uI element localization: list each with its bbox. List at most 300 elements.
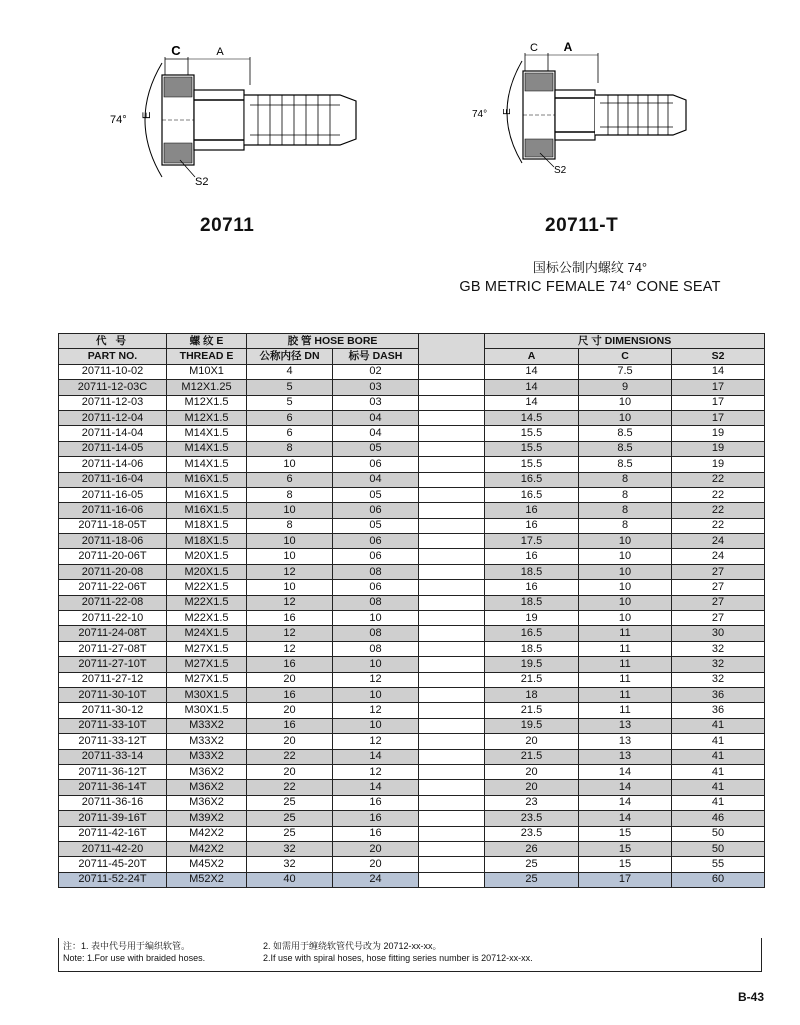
table-row bbox=[59, 580, 765, 595]
table-row bbox=[59, 487, 765, 502]
table-cell-spacer bbox=[419, 595, 485, 610]
table-cell-dn: 10 bbox=[247, 503, 333, 518]
table-cell-spacer bbox=[419, 872, 485, 887]
table-cell-dn: 10 bbox=[247, 580, 333, 595]
table-cell-s2: 27 bbox=[672, 611, 765, 626]
table-cell-dash: 08 bbox=[333, 564, 419, 579]
table-cell-spacer bbox=[419, 657, 485, 672]
table-cell-spacer bbox=[419, 426, 485, 441]
table-cell-s2: 41 bbox=[672, 795, 765, 810]
table-cell-s2: 24 bbox=[672, 534, 765, 549]
table-cell-spacer bbox=[419, 857, 485, 872]
table-cell-spacer bbox=[419, 641, 485, 656]
table-cell-dash: 05 bbox=[333, 441, 419, 456]
table-cell-s2: 19 bbox=[672, 426, 765, 441]
table-cell-s2: 32 bbox=[672, 641, 765, 656]
table-cell-spacer bbox=[419, 703, 485, 718]
table-cell-c: 15 bbox=[579, 841, 672, 856]
table-cell-dn: 6 bbox=[247, 426, 333, 441]
table-cell-c: 10 bbox=[579, 580, 672, 595]
table-cell-spacer bbox=[419, 734, 485, 749]
table-cell-spacer bbox=[419, 811, 485, 826]
table-cell-dash: 02 bbox=[333, 364, 419, 379]
table-cell-dn: 22 bbox=[247, 780, 333, 795]
table-cell-thread: M14X1.5 bbox=[167, 441, 247, 456]
table-cell-dash: 06 bbox=[333, 580, 419, 595]
model-label-20711-t: 20711-T bbox=[545, 215, 619, 236]
table-cell-spacer bbox=[419, 764, 485, 779]
table-cell-s2: 22 bbox=[672, 503, 765, 518]
table-row bbox=[59, 472, 765, 487]
table-cell-s2: 46 bbox=[672, 811, 765, 826]
table-row bbox=[59, 687, 765, 702]
table-cell-part: 20711-12-04 bbox=[59, 410, 167, 425]
table-cell-dn: 20 bbox=[247, 703, 333, 718]
table-cell-thread: M27X1.5 bbox=[167, 641, 247, 656]
table-cell-part: 20711-24-08T bbox=[59, 626, 167, 641]
table-cell-dn: 16 bbox=[247, 687, 333, 702]
table-cell-c: 15 bbox=[579, 826, 672, 841]
table-cell-part: 20711-18-05T bbox=[59, 518, 167, 533]
table-cell-thread: M27X1.5 bbox=[167, 657, 247, 672]
spec-table-body bbox=[59, 364, 765, 887]
table-cell-spacer bbox=[419, 687, 485, 702]
table-cell-dn: 32 bbox=[247, 857, 333, 872]
table-cell-s2: 41 bbox=[672, 764, 765, 779]
table-cell-dash: 10 bbox=[333, 687, 419, 702]
table-row bbox=[59, 595, 765, 610]
table-cell-dn: 10 bbox=[247, 549, 333, 564]
table-cell-spacer bbox=[419, 364, 485, 379]
table-row bbox=[59, 534, 765, 549]
table-cell-dn: 12 bbox=[247, 626, 333, 641]
note-en-2: 2.If use with spiral hoses, hose fitting series number is 20712-xx-xx. bbox=[263, 953, 533, 963]
table-cell-c: 8.5 bbox=[579, 441, 672, 456]
table-cell-thread: M36X2 bbox=[167, 764, 247, 779]
header-thread-en: THREAD E bbox=[167, 349, 247, 364]
table-cell-c: 10 bbox=[579, 549, 672, 564]
table-cell-dn: 6 bbox=[247, 410, 333, 425]
table-cell-dn: 20 bbox=[247, 734, 333, 749]
table-row bbox=[59, 703, 765, 718]
table-cell-dn: 8 bbox=[247, 487, 333, 502]
table-cell-thread: M30X1.5 bbox=[167, 703, 247, 718]
table-cell-a: 16 bbox=[485, 549, 579, 564]
table-row bbox=[59, 549, 765, 564]
table-cell-part: 20711-45-20T bbox=[59, 857, 167, 872]
table-cell-part: 20711-16-05 bbox=[59, 487, 167, 502]
table-cell-part: 20711-27-12 bbox=[59, 672, 167, 687]
table-row bbox=[59, 364, 765, 379]
table-row bbox=[59, 626, 765, 641]
table-cell-s2: 17 bbox=[672, 395, 765, 410]
header-part-cn: 代 号 bbox=[59, 334, 167, 349]
fitting-drawing-20711 bbox=[100, 35, 380, 195]
table-cell-s2: 27 bbox=[672, 564, 765, 579]
table-cell-s2: 14 bbox=[672, 364, 765, 379]
table-cell-s2: 50 bbox=[672, 826, 765, 841]
table-cell-part: 20711-18-06 bbox=[59, 534, 167, 549]
table-cell-thread: M10X1 bbox=[167, 364, 247, 379]
table-cell-a: 23 bbox=[485, 795, 579, 810]
table-cell-dash: 12 bbox=[333, 764, 419, 779]
table-cell-thread: M42X2 bbox=[167, 826, 247, 841]
table-cell-dash: 06 bbox=[333, 549, 419, 564]
dim-a-label: A bbox=[563, 40, 573, 54]
table-cell-c: 9 bbox=[579, 380, 672, 395]
table-cell-thread: M20X1.5 bbox=[167, 564, 247, 579]
table-cell-a: 23.5 bbox=[485, 811, 579, 826]
table-cell-part: 20711-20-06T bbox=[59, 549, 167, 564]
table-cell-c: 10 bbox=[579, 595, 672, 610]
table-cell-s2: 27 bbox=[672, 595, 765, 610]
table-cell-a: 14.5 bbox=[485, 410, 579, 425]
table-cell-spacer bbox=[419, 580, 485, 595]
table-cell-spacer bbox=[419, 472, 485, 487]
table-cell-dash: 16 bbox=[333, 811, 419, 826]
table-cell-thread: M36X2 bbox=[167, 780, 247, 795]
table-cell-dn: 8 bbox=[247, 441, 333, 456]
table-cell-part: 20711-33-10T bbox=[59, 718, 167, 733]
table-cell-a: 20 bbox=[485, 734, 579, 749]
table-row bbox=[59, 764, 765, 779]
table-cell-dn: 32 bbox=[247, 841, 333, 856]
table-cell-spacer bbox=[419, 395, 485, 410]
table-row bbox=[59, 611, 765, 626]
title-chinese: 国标公制内螺纹 74° bbox=[532, 260, 648, 275]
dim-a-label: A bbox=[216, 46, 224, 58]
table-cell-c: 8 bbox=[579, 503, 672, 518]
table-cell-s2: 41 bbox=[672, 780, 765, 795]
table-cell-dn: 22 bbox=[247, 749, 333, 764]
table-cell-dash: 16 bbox=[333, 826, 419, 841]
dim-s2-label: S2 bbox=[554, 165, 567, 176]
table-cell-s2: 19 bbox=[672, 441, 765, 456]
table-row bbox=[59, 641, 765, 656]
table-cell-c: 8 bbox=[579, 487, 672, 502]
table-cell-part: 20711-30-10T bbox=[59, 687, 167, 702]
table-cell-dash: 16 bbox=[333, 795, 419, 810]
table-cell-spacer bbox=[419, 749, 485, 764]
table-cell-dash: 08 bbox=[333, 626, 419, 641]
table-row bbox=[59, 857, 765, 872]
table-cell-c: 13 bbox=[579, 734, 672, 749]
table-cell-dash: 10 bbox=[333, 657, 419, 672]
table-cell-s2: 24 bbox=[672, 549, 765, 564]
page-number: B-43 bbox=[738, 990, 765, 1004]
table-cell-part: 20711-12-03C bbox=[59, 380, 167, 395]
table-cell-c: 11 bbox=[579, 641, 672, 656]
table-cell-dn: 10 bbox=[247, 457, 333, 472]
table-cell-thread: M22X1.5 bbox=[167, 580, 247, 595]
table-cell-s2: 22 bbox=[672, 487, 765, 502]
table-cell-dn: 4 bbox=[247, 364, 333, 379]
table-cell-spacer bbox=[419, 718, 485, 733]
model-label-20711: 20711 bbox=[200, 215, 255, 236]
table-cell-spacer bbox=[419, 380, 485, 395]
table-cell-part: 20711-33-14 bbox=[59, 749, 167, 764]
table-cell-thread: M36X2 bbox=[167, 795, 247, 810]
table-cell-a: 16.5 bbox=[485, 487, 579, 502]
table-cell-spacer bbox=[419, 457, 485, 472]
table-cell-c: 14 bbox=[579, 780, 672, 795]
table-cell-thread: M14X1.5 bbox=[167, 426, 247, 441]
table-cell-c: 15 bbox=[579, 857, 672, 872]
table-cell-part: 20711-27-10T bbox=[59, 657, 167, 672]
table-cell-s2: 50 bbox=[672, 841, 765, 856]
table-cell-part: 20711-16-06 bbox=[59, 503, 167, 518]
table-cell-thread: M16X1.5 bbox=[167, 487, 247, 502]
table-cell-dash: 03 bbox=[333, 380, 419, 395]
table-cell-c: 13 bbox=[579, 718, 672, 733]
header-a: A bbox=[485, 349, 579, 364]
table-cell-part: 20711-36-16 bbox=[59, 795, 167, 810]
table-cell-thread: M16X1.5 bbox=[167, 503, 247, 518]
table-cell-a: 19.5 bbox=[485, 657, 579, 672]
table-cell-s2: 55 bbox=[672, 857, 765, 872]
fitting-drawing-20711-t bbox=[468, 35, 708, 185]
table-cell-c: 8 bbox=[579, 518, 672, 533]
table-cell-a: 15.5 bbox=[485, 457, 579, 472]
table-cell-dash: 12 bbox=[333, 672, 419, 687]
table-row bbox=[59, 795, 765, 810]
table-cell-part: 20711-20-08 bbox=[59, 564, 167, 579]
table-cell-a: 16 bbox=[485, 580, 579, 595]
table-cell-s2: 60 bbox=[672, 872, 765, 887]
table-cell-part: 20711-27-08T bbox=[59, 641, 167, 656]
table-cell-part: 20711-10-02 bbox=[59, 364, 167, 379]
angle-label: 74° bbox=[472, 109, 488, 120]
table-cell-c: 8 bbox=[579, 472, 672, 487]
table-cell-a: 15.5 bbox=[485, 426, 579, 441]
table-cell-thread: M22X1.5 bbox=[167, 595, 247, 610]
table-cell-dn: 12 bbox=[247, 595, 333, 610]
table-cell-thread: M16X1.5 bbox=[167, 472, 247, 487]
table-cell-dash: 14 bbox=[333, 749, 419, 764]
table-cell-s2: 41 bbox=[672, 749, 765, 764]
header-dimensions: 尺 寸 DIMENSIONS bbox=[485, 334, 765, 349]
table-cell-dn: 5 bbox=[247, 395, 333, 410]
note-en-1: Note: 1.For use with braided hoses. bbox=[63, 953, 206, 963]
spec-table bbox=[58, 333, 765, 888]
table-cell-a: 16.5 bbox=[485, 472, 579, 487]
table-cell-dn: 8 bbox=[247, 518, 333, 533]
table-cell-dn: 12 bbox=[247, 641, 333, 656]
table-cell-dn: 6 bbox=[247, 472, 333, 487]
table-cell-dash: 06 bbox=[333, 503, 419, 518]
table-cell-part: 20711-42-20 bbox=[59, 841, 167, 856]
table-cell-a: 14 bbox=[485, 364, 579, 379]
table-cell-s2: 17 bbox=[672, 410, 765, 425]
angle-label: 74° bbox=[110, 114, 127, 126]
table-row bbox=[59, 826, 765, 841]
table-cell-spacer bbox=[419, 549, 485, 564]
table-cell-dn: 12 bbox=[247, 564, 333, 579]
table-row bbox=[59, 780, 765, 795]
dim-e-label: E bbox=[502, 108, 513, 115]
table-cell-s2: 27 bbox=[672, 580, 765, 595]
table-cell-thread: M27X1.5 bbox=[167, 672, 247, 687]
table-cell-a: 17.5 bbox=[485, 534, 579, 549]
table-cell-thread: M18X1.5 bbox=[167, 518, 247, 533]
table-cell-a: 14 bbox=[485, 395, 579, 410]
table-cell-a: 25 bbox=[485, 857, 579, 872]
table-cell-thread: M20X1.5 bbox=[167, 549, 247, 564]
table-cell-a: 14 bbox=[485, 380, 579, 395]
table-cell-a: 25 bbox=[485, 872, 579, 887]
table-cell-a: 16.5 bbox=[485, 626, 579, 641]
table-cell-dn: 20 bbox=[247, 764, 333, 779]
header-dn: 公称内径 DN bbox=[247, 349, 333, 364]
table-cell-c: 11 bbox=[579, 687, 672, 702]
table-cell-a: 19 bbox=[485, 611, 579, 626]
dim-c-label: C bbox=[171, 43, 181, 58]
table-cell-spacer bbox=[419, 441, 485, 456]
table-cell-dash: 03 bbox=[333, 395, 419, 410]
table-cell-c: 10 bbox=[579, 534, 672, 549]
table-row bbox=[59, 410, 765, 425]
table-row bbox=[59, 441, 765, 456]
table-cell-dash: 04 bbox=[333, 410, 419, 425]
header-part-en: PART NO. bbox=[59, 349, 167, 364]
table-row bbox=[59, 841, 765, 856]
table-cell-c: 7.5 bbox=[579, 364, 672, 379]
table-cell-part: 20711-42-16T bbox=[59, 826, 167, 841]
table-cell-a: 20 bbox=[485, 764, 579, 779]
table-cell-dn: 40 bbox=[247, 872, 333, 887]
table-cell-c: 14 bbox=[579, 811, 672, 826]
table-cell-thread: M22X1.5 bbox=[167, 611, 247, 626]
header-hose-bore: 胶 管 HOSE BORE bbox=[247, 334, 419, 349]
table-cell-spacer bbox=[419, 672, 485, 687]
table-cell-dash: 20 bbox=[333, 857, 419, 872]
table-cell-spacer bbox=[419, 841, 485, 856]
table-cell-c: 10 bbox=[579, 410, 672, 425]
table-cell-part: 20711-39-16T bbox=[59, 811, 167, 826]
table-cell-a: 16 bbox=[485, 503, 579, 518]
table-cell-spacer bbox=[419, 780, 485, 795]
table-cell-part: 20711-12-03 bbox=[59, 395, 167, 410]
table-row bbox=[59, 734, 765, 749]
table-cell-part: 20711-14-05 bbox=[59, 441, 167, 456]
table-cell-dash: 08 bbox=[333, 595, 419, 610]
table-cell-part: 20711-22-08 bbox=[59, 595, 167, 610]
table-cell-c: 17 bbox=[579, 872, 672, 887]
table-cell-dash: 04 bbox=[333, 472, 419, 487]
table-cell-dn: 25 bbox=[247, 826, 333, 841]
header-s2: S2 bbox=[672, 349, 765, 364]
table-cell-thread: M12X1.25 bbox=[167, 380, 247, 395]
table-cell-a: 19.5 bbox=[485, 718, 579, 733]
table-cell-c: 14 bbox=[579, 764, 672, 779]
table-cell-a: 23.5 bbox=[485, 826, 579, 841]
table-cell-spacer bbox=[419, 518, 485, 533]
table-cell-c: 14 bbox=[579, 795, 672, 810]
note-cn-2: 2. 如需用于缠绕软管代号改为 20712-xx-xx。 bbox=[263, 941, 442, 951]
table-cell-c: 11 bbox=[579, 626, 672, 641]
table-cell-a: 18.5 bbox=[485, 641, 579, 656]
table-cell-dn: 25 bbox=[247, 795, 333, 810]
table-cell-s2: 17 bbox=[672, 380, 765, 395]
table-cell-a: 20 bbox=[485, 780, 579, 795]
table-cell-part: 20711-16-04 bbox=[59, 472, 167, 487]
table-cell-c: 13 bbox=[579, 749, 672, 764]
table-cell-dn: 5 bbox=[247, 380, 333, 395]
header-c: C bbox=[579, 349, 672, 364]
table-row bbox=[59, 872, 765, 887]
table-cell-spacer bbox=[419, 487, 485, 502]
table-cell-part: 20711-14-06 bbox=[59, 457, 167, 472]
table-cell-dn: 16 bbox=[247, 611, 333, 626]
table-cell-dn: 20 bbox=[247, 672, 333, 687]
table-cell-thread: M30X1.5 bbox=[167, 687, 247, 702]
table-cell-c: 8.5 bbox=[579, 426, 672, 441]
table-cell-c: 11 bbox=[579, 657, 672, 672]
table-cell-a: 21.5 bbox=[485, 672, 579, 687]
title-english: GB METRIC FEMALE 74° CONE SEAT bbox=[459, 279, 721, 295]
header-dash: 标号 DASH bbox=[333, 349, 419, 364]
table-cell-a: 15.5 bbox=[485, 441, 579, 456]
table-cell-thread: M45X2 bbox=[167, 857, 247, 872]
header-thread-cn: 螺 纹 E bbox=[167, 334, 247, 349]
table-cell-part: 20711-14-04 bbox=[59, 426, 167, 441]
table-row bbox=[59, 395, 765, 410]
table-cell-s2: 30 bbox=[672, 626, 765, 641]
table-cell-spacer bbox=[419, 410, 485, 425]
table-cell-s2: 22 bbox=[672, 472, 765, 487]
table-cell-c: 10 bbox=[579, 395, 672, 410]
table-row bbox=[59, 657, 765, 672]
table-cell-a: 18 bbox=[485, 687, 579, 702]
table-cell-s2: 32 bbox=[672, 672, 765, 687]
table-cell-dn: 25 bbox=[247, 811, 333, 826]
table-cell-thread: M33X2 bbox=[167, 734, 247, 749]
table-cell-dash: 12 bbox=[333, 734, 419, 749]
table-cell-s2: 22 bbox=[672, 518, 765, 533]
table-cell-spacer bbox=[419, 795, 485, 810]
table-cell-part: 20711-22-06T bbox=[59, 580, 167, 595]
table-cell-dash: 20 bbox=[333, 841, 419, 856]
table-cell-dash: 10 bbox=[333, 718, 419, 733]
table-row bbox=[59, 564, 765, 579]
table-cell-thread: M24X1.5 bbox=[167, 626, 247, 641]
table-cell-c: 10 bbox=[579, 564, 672, 579]
header-spacer bbox=[419, 334, 485, 365]
table-cell-spacer bbox=[419, 534, 485, 549]
table-row bbox=[59, 426, 765, 441]
table-cell-thread: M18X1.5 bbox=[167, 534, 247, 549]
table-cell-thread: M33X2 bbox=[167, 749, 247, 764]
table-cell-part: 20711-22-10 bbox=[59, 611, 167, 626]
table-cell-a: 18.5 bbox=[485, 564, 579, 579]
table-cell-spacer bbox=[419, 826, 485, 841]
table-cell-s2: 36 bbox=[672, 703, 765, 718]
table-row bbox=[59, 811, 765, 826]
table-cell-s2: 41 bbox=[672, 734, 765, 749]
dim-e-label: E bbox=[141, 111, 153, 119]
table-cell-dash: 04 bbox=[333, 426, 419, 441]
table-cell-thread: M39X2 bbox=[167, 811, 247, 826]
dim-c-label: C bbox=[530, 42, 538, 54]
table-cell-c: 10 bbox=[579, 611, 672, 626]
table-row bbox=[59, 457, 765, 472]
table-cell-s2: 41 bbox=[672, 718, 765, 733]
table-cell-thread: M42X2 bbox=[167, 841, 247, 856]
table-cell-a: 26 bbox=[485, 841, 579, 856]
table-cell-dash: 06 bbox=[333, 534, 419, 549]
dim-s2-label: S2 bbox=[195, 176, 209, 188]
table-cell-thread: M14X1.5 bbox=[167, 457, 247, 472]
